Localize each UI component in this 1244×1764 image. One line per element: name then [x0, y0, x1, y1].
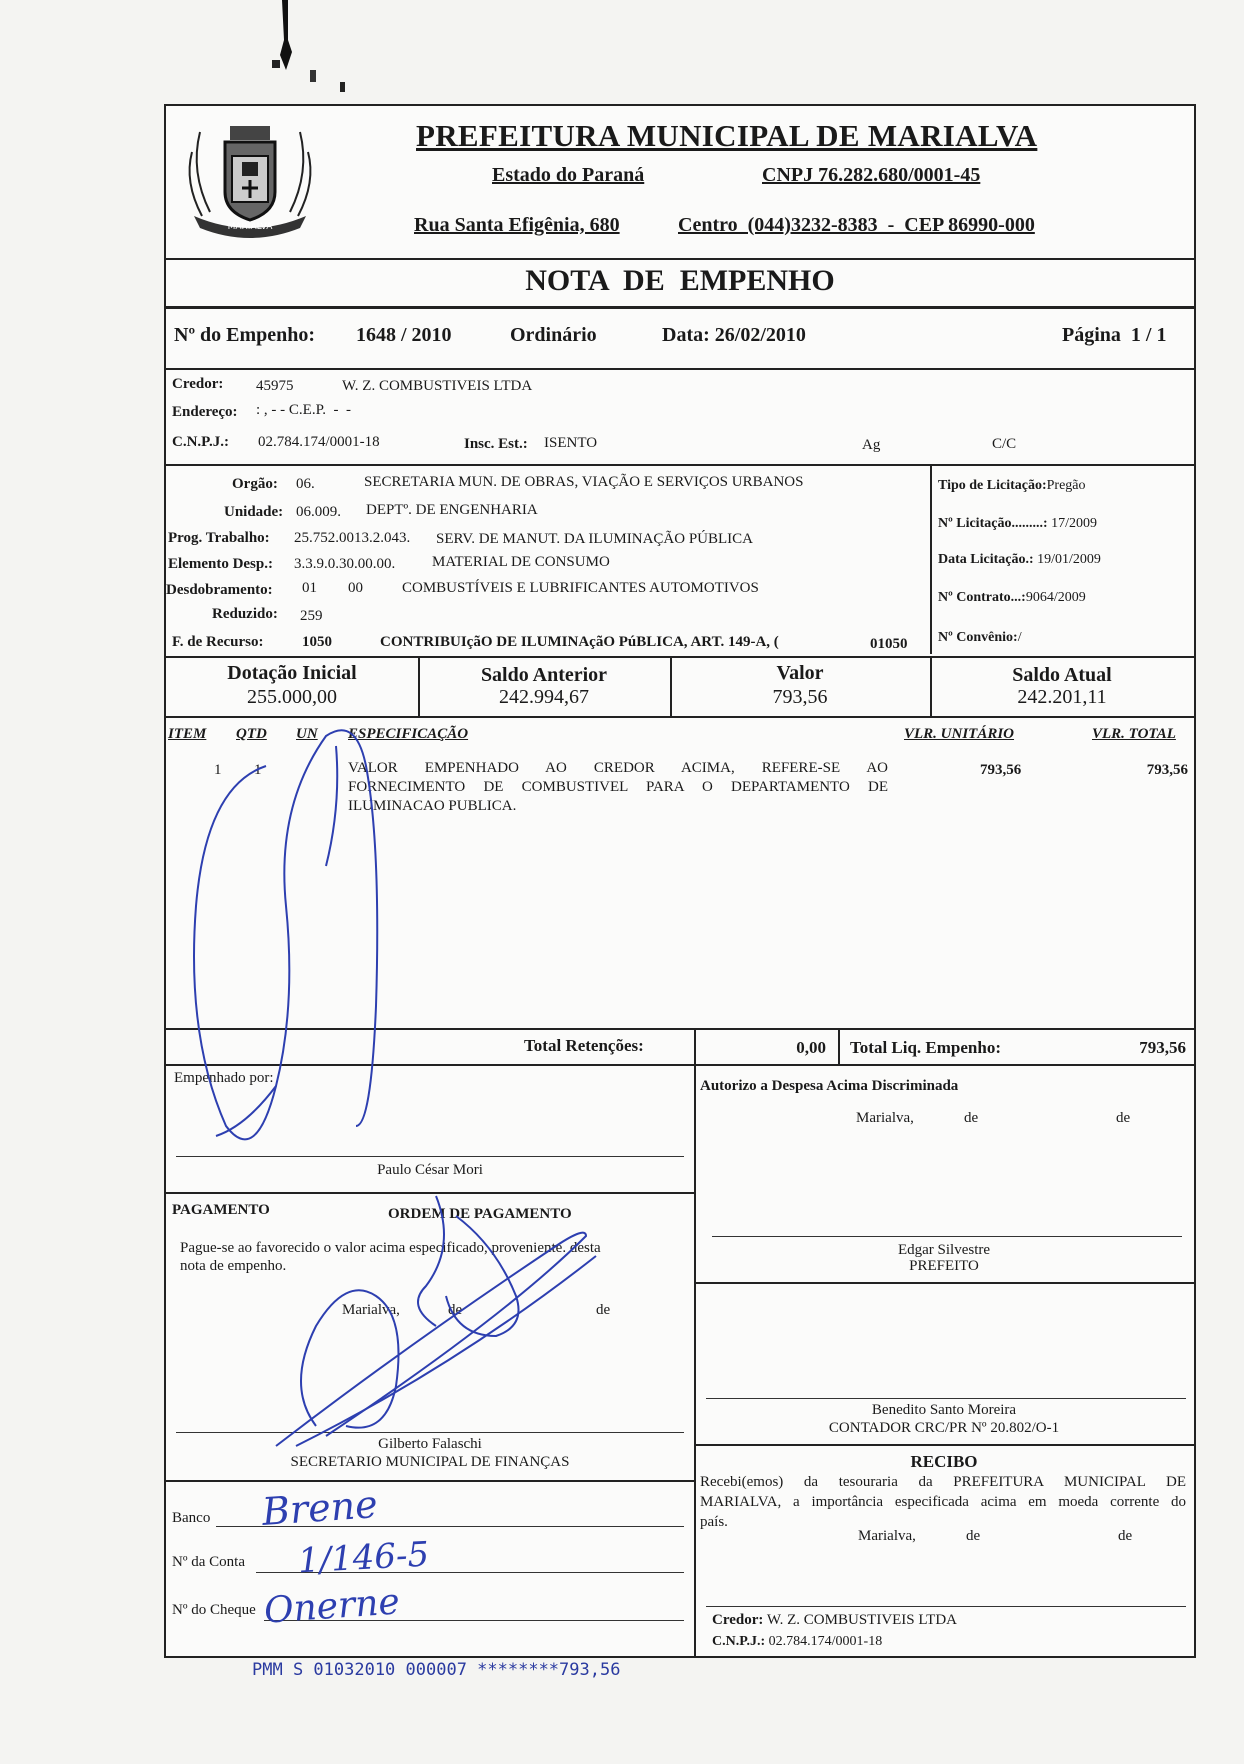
numero-licitacao — [938, 516, 1097, 532]
desdobramento-name: COMBUSTÍVEIS E LUBRIFICANTES AUTOMOTIVOS — [402, 580, 759, 596]
contador-name: Benedito Santo Moreira — [871, 1402, 1017, 1418]
recibo-credor — [712, 1612, 957, 1629]
cheque-handwritten: Onerne — [262, 1581, 401, 1632]
prefeitura-cnpj: CNPJ 76.282.680/0001-45 — [762, 164, 981, 186]
recibo-cnpj — [712, 1634, 882, 1650]
empenhado-por-label: Empenhado por: — [174, 1070, 274, 1086]
state-name: Estado do Paraná — [492, 164, 645, 186]
saldo-atual-label: Saldo Atual — [1012, 664, 1112, 686]
numero-licitacao-value: 17/2009 — [1051, 516, 1097, 531]
item-espec-line-1: VALOR EMPENHADO AO CREDOR ACIMA, REFERE-SE AO — [348, 760, 888, 776]
svg-text:MARIALVA: MARIALVA — [227, 222, 273, 232]
elemento-desp-label: Elemento Desp.: — [168, 556, 273, 572]
autorizo-cidade: Marialva, — [856, 1110, 914, 1126]
total-liq-empenho-value: 793,56 — [1139, 1038, 1186, 1057]
insc-est-label: Insc. Est.: — [464, 436, 528, 452]
prefeitura-address: Rua Santa Efigênia, 680 — [414, 214, 620, 236]
pagamento-text-line-1: Pague-se ao favorecido o valor acima especificado, proveniente. desta — [180, 1240, 601, 1256]
recibo-text-line-2: MARIALVA, a importância especificada acima em moeda corrente do — [700, 1494, 1186, 1510]
prefeito-title: PREFEITO — [909, 1258, 979, 1274]
pagamento-de-2: de — [596, 1302, 611, 1318]
recibo-de-1: de — [966, 1528, 981, 1544]
page-number: Página 1 / 1 — [1062, 324, 1167, 346]
fonte-recurso-label: F. de Recurso: — [172, 634, 264, 650]
desdobramento-code-1: 01 — [302, 580, 317, 596]
pagamento-text-line-2: nota de empenho. — [180, 1258, 287, 1274]
numero-convenio — [938, 630, 1022, 646]
endereco-value: : , - - C.E.P. - - — [256, 402, 351, 418]
empenho-number: 1648 / 2010 — [356, 324, 452, 346]
item-vlr-unitario: 793,56 — [980, 762, 1022, 778]
data-licitacao-label: Data Licitação.: — [938, 552, 1034, 567]
prog-trabalho-name: SERV. DE MANUT. DA ILUMINAÇÃO PÚBLICA — [436, 531, 754, 547]
orgao-label: Orgão: — [232, 476, 278, 492]
empenhado-por-name: Paulo César Mori — [377, 1162, 483, 1178]
item-vlr-total: 793,56 — [1146, 762, 1188, 778]
reduzido-value: 259 — [300, 608, 323, 624]
dotacao-inicial-label: Dotação Inicial — [227, 662, 357, 684]
recibo-cidade: Marialva, — [858, 1528, 916, 1544]
valor-value: 793,56 — [772, 686, 828, 708]
numero-convenio-value: / — [1017, 630, 1022, 645]
unidade-label: Unidade: — [224, 504, 284, 520]
prog-trabalho-label: Prog. Trabalho: — [168, 530, 270, 546]
pagamento-cidade: Marialva, — [342, 1302, 400, 1318]
cnpj-label: C.N.P.J.: — [172, 434, 229, 450]
prefeito-name: Edgar Silvestre — [897, 1242, 991, 1258]
item-number: 1 — [214, 762, 222, 778]
data-licitacao-value: 19/01/2009 — [1037, 552, 1101, 567]
municipal-coat-of-arms-icon — [180, 112, 320, 240]
total-retencoes-value: 0,00 — [796, 1038, 826, 1057]
autorizo-de-1: de — [964, 1110, 979, 1126]
pagamento-label: PAGAMENTO — [172, 1202, 270, 1218]
elemento-desp-code: 3.3.9.0.30.00.00. — [294, 556, 396, 572]
data-licitacao — [938, 552, 1101, 568]
numero-licitacao-label: Nº Licitação.........: — [938, 516, 1048, 531]
banco-handwritten: Brene — [260, 1482, 379, 1534]
item-qtd: 1 — [254, 762, 262, 778]
conta-corrente-label: C/C — [992, 436, 1017, 452]
credor-cnpj: 02.784.174/0001-18 — [258, 434, 380, 450]
credor-code: 45975 — [256, 378, 294, 394]
agencia-label: Ag — [862, 437, 881, 453]
tipo-licitacao-label: Tipo de Licitação: — [938, 478, 1047, 493]
credor-name: W. Z. COMBUSTIVEIS LTDA — [342, 378, 533, 394]
numero-contrato-label: Nº Contrato...: — [938, 590, 1026, 605]
page-title: PREFEITURA MUNICIPAL DE MARIALVA — [416, 118, 1038, 153]
fonte-recurso-code: 1050 — [302, 634, 332, 650]
nota-de-empenho-form — [164, 104, 1196, 1658]
orgao-code: 06. — [296, 476, 315, 492]
col-especificacao-header: ESPECIFICAÇÃO — [348, 726, 469, 742]
desdobramento-label: Desdobramento: — [166, 582, 273, 598]
pagamento-de-1: de — [448, 1302, 463, 1318]
autorizo-de-2: de — [1116, 1110, 1131, 1126]
recibo-text-line-3: país. — [700, 1514, 728, 1530]
ordem-pagamento-label: ORDEM DE PAGAMENTO — [388, 1206, 572, 1222]
conta-handwritten: 1/146-5 — [297, 1534, 431, 1582]
tipo-licitacao-value: Pregão — [1046, 478, 1086, 493]
dotacao-inicial-value: 255.000,00 — [247, 686, 337, 708]
empenho-number-label: Nº do Empenho: — [174, 324, 316, 346]
recibo-de-2: de — [1118, 1528, 1133, 1544]
unidade-code: 06.009. — [296, 504, 341, 520]
col-qtd-header: QTD — [236, 726, 267, 742]
saldo-anterior-value: 242.994,67 — [499, 686, 589, 708]
col-un-header: UN — [296, 726, 318, 742]
unidade-name: DEPTº. DE ENGENHARIA — [366, 502, 538, 518]
item-espec-line-2: FORNECIMENTO DE COMBUSTIVEL PARA O DEPARTAMENTO DE — [348, 779, 888, 795]
secretario-title: SECRETARIO MUNICIPAL DE FINANÇAS — [290, 1454, 570, 1470]
total-liq-empenho-label: Total Liq. Empenho: — [850, 1038, 1001, 1057]
numero-contrato — [938, 590, 1086, 606]
payment-stamp: PMM S 01032010 000007 ********793,56 — [252, 1660, 621, 1680]
empenho-type: Ordinário — [510, 324, 597, 346]
recibo-title: RECIBO — [910, 1452, 978, 1471]
scan-mark — [230, 0, 370, 100]
document-title: NOTA DE EMPENHO — [525, 264, 835, 297]
recibo-cnpj-value: 02.784.174/0001-18 — [768, 1634, 883, 1649]
prog-trabalho-code: 25.752.0013.2.043. — [294, 530, 411, 546]
desdobramento-code-2: 00 — [348, 580, 363, 596]
saldo-anterior-label: Saldo Anterior — [480, 664, 608, 686]
numero-conta-label: Nº da Conta — [172, 1554, 245, 1570]
orgao-name: SECRETARIA MUN. DE OBRAS, VIAÇÃO E SERVIÇOS URBANOS — [364, 474, 804, 490]
col-item-header: ITEM — [168, 726, 207, 742]
col-vlr-unitario-header: VLR. UNITÁRIO — [904, 726, 1015, 742]
recibo-text-line-1: Recebi(emos) da tesouraria da PREFEITURA MUNICIPAL DE — [700, 1474, 1186, 1490]
credor-label: Credor: — [172, 376, 224, 392]
col-vlr-total-header: VLR. TOTAL — [1092, 726, 1176, 742]
recibo-credor-name: W. Z. COMBUSTIVEIS LTDA — [766, 1612, 958, 1628]
numero-convenio-label: Nº Convênio: — [938, 630, 1018, 645]
prefeitura-contact: Centro (044)3232-8383 - CEP 86990-000 — [678, 214, 1035, 236]
recibo-credor-label: Credor: — [712, 1612, 764, 1628]
saldo-atual-value: 242.201,11 — [1017, 686, 1107, 708]
fonte-recurso-name: CONTRIBUIçãO DE ILUMINAçãO PúBLICA, ART. 149-A, ( — [380, 634, 779, 650]
autorizo-despesa-label: Autorizo a Despesa Acima Discriminada — [700, 1078, 959, 1094]
elemento-desp-name: MATERIAL DE CONSUMO — [432, 554, 610, 570]
total-retencoes-label: Total Retenções: — [524, 1036, 644, 1055]
banco-label: Banco — [172, 1510, 211, 1526]
numero-cheque-label: Nº do Cheque — [172, 1602, 256, 1618]
fonte-recurso-code-2: 01050 — [870, 636, 908, 652]
item-espec-line-3: ILUMINACAO PUBLICA. — [348, 798, 517, 814]
empenho-date: Data: 26/02/2010 — [662, 324, 806, 346]
signature-secretario — [256, 1186, 636, 1456]
valor-label: Valor — [776, 662, 824, 684]
insc-est-value: ISENTO — [544, 435, 598, 451]
reduzido-label: Reduzido: — [212, 606, 278, 622]
endereco-label: Endereço: — [172, 404, 238, 420]
numero-contrato-value: 9064/2009 — [1025, 590, 1086, 605]
secretario-name: Gilberto Falaschi — [378, 1436, 482, 1452]
tipo-licitacao — [938, 478, 1086, 494]
contador-title: CONTADOR CRC/PR Nº 20.802/O-1 — [828, 1420, 1060, 1436]
recibo-cnpj-label: C.N.P.J.: — [712, 1634, 766, 1649]
